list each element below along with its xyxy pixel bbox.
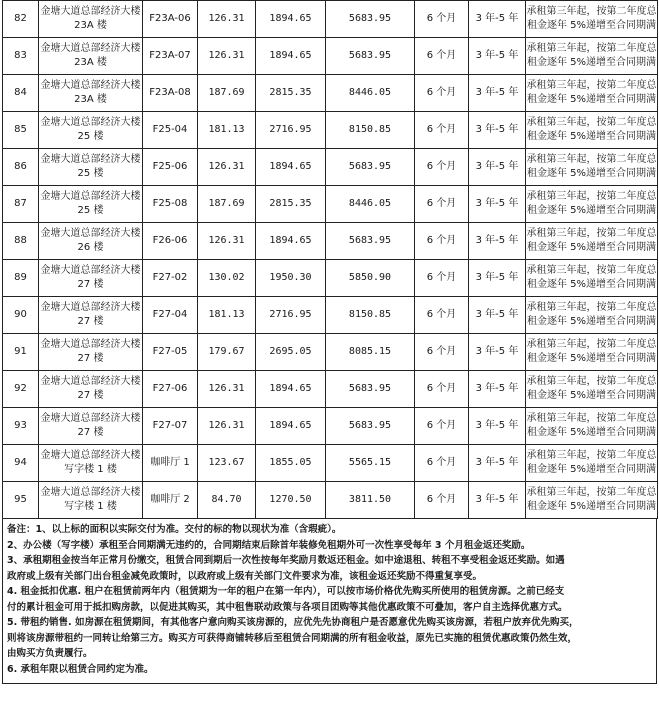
remark-cell — [526, 297, 658, 334]
property-name-cell — [39, 408, 143, 445]
remark-cell-line: 承租第三年起，按第二年度总 — [526, 487, 657, 498]
remark-cell-line: 承租第三年起，按第二年度总 — [526, 228, 657, 239]
area-cell: 181.13 — [198, 112, 256, 149]
area-cell: 126.31 — [198, 1, 256, 38]
period-cell: 6 个月 — [415, 112, 469, 149]
property-name-cell-line: 金塘大道总部经济 — [40, 302, 121, 313]
table-row — [3, 260, 658, 297]
property-name-cell-line: 金塘大道总部经济 — [40, 80, 121, 91]
monthly-rent-cell: 2815.35 — [256, 186, 326, 223]
deposit-cell: 8446.05 — [326, 75, 415, 112]
area-cell: 187.69 — [198, 75, 256, 112]
lease-term-cell: 3 年-5 年 — [469, 408, 526, 445]
remark-cell-line: 承租第三年起，按第二年度总 — [526, 80, 657, 91]
deposit-cell: 8150.85 — [326, 112, 415, 149]
remark-cell-line: 租金逐年 5%递增至合同期满 — [526, 353, 657, 364]
lease-table — [2, 0, 658, 519]
monthly-rent-cell: 1894.65 — [256, 371, 326, 408]
property-name-cell-line: 大楼 26 楼 — [77, 228, 141, 253]
area-cell: 126.31 — [198, 223, 256, 260]
unit-code-cell: F25-06 — [143, 149, 198, 186]
property-name-cell-line: 金塘大道总部经济 — [40, 339, 121, 350]
property-name-cell-line: 金塘大道总部经济 — [40, 43, 121, 54]
table-row — [3, 38, 658, 75]
property-name-cell — [39, 186, 143, 223]
property-name-cell-line: 金塘大道总部经济 — [40, 6, 121, 17]
property-name-cell — [39, 223, 143, 260]
property-name-cell — [39, 371, 143, 408]
note-line: 政府或上级有关部门出台租金减免政策时，以政府或上级有关部门文件要求为准，该租金返还奖励不得重复享受。 — [7, 570, 483, 582]
lease-term-cell: 3 年-5 年 — [469, 223, 526, 260]
table-row — [3, 1, 658, 38]
period-cell: 6 个月 — [415, 186, 469, 223]
property-name-cell-line: 大楼 27 楼 — [77, 376, 141, 401]
row-number-cell: 84 — [3, 75, 39, 112]
period-cell: 6 个月 — [415, 223, 469, 260]
period-cell: 6 个月 — [415, 334, 469, 371]
table-row — [3, 112, 658, 149]
row-number-cell: 82 — [3, 1, 39, 38]
property-name-cell-line: 大楼 23A 楼 — [74, 6, 141, 31]
remark-cell — [526, 75, 658, 112]
remark-cell — [526, 260, 658, 297]
property-name-cell-line: 大楼写字楼 1 楼 — [64, 487, 141, 512]
monthly-rent-cell: 2815.35 — [256, 75, 326, 112]
row-number-cell: 92 — [3, 371, 39, 408]
remark-cell-line: 租金逐年 5%递增至合同期满 — [526, 242, 657, 253]
lease-term-cell: 3 年-5 年 — [469, 297, 526, 334]
lease-term-cell: 3 年-5 年 — [469, 112, 526, 149]
unit-code-cell: F27-02 — [143, 260, 198, 297]
lease-term-cell: 3 年-5 年 — [469, 149, 526, 186]
monthly-rent-cell: 1894.65 — [256, 1, 326, 38]
remark-cell-line: 租金逐年 5%递增至合同期满 — [526, 205, 657, 216]
property-name-cell — [39, 482, 143, 519]
table-row — [3, 75, 658, 112]
note-line: 备注：1、以上标的面积以实际交付为准。交付的标的物以现状为准（含瑕疵）。 — [7, 524, 342, 535]
note-line: 付的累计租金可用于抵扣购房款，以促进其购买，其中租售联动政策与各项目团购等其他优惠政策不可叠加，客户自主选择优惠方式。 — [7, 601, 568, 613]
unit-code-cell: F27-05 — [143, 334, 198, 371]
remark-cell — [526, 445, 658, 482]
remark-cell-line: 承租第三年起，按第二年度总 — [526, 450, 657, 461]
monthly-rent-cell: 1855.05 — [256, 445, 326, 482]
remark-cell-line: 租金逐年 5%递增至合同期满 — [526, 94, 657, 105]
lease-term-cell: 3 年-5 年 — [469, 482, 526, 519]
remark-cell — [526, 223, 658, 260]
monthly-rent-cell: 2716.95 — [256, 112, 326, 149]
unit-code-cell: F23A-06 — [143, 1, 198, 38]
area-cell: 126.31 — [198, 408, 256, 445]
row-number-cell: 90 — [3, 297, 39, 334]
row-number-cell: 85 — [3, 112, 39, 149]
period-cell: 6 个月 — [415, 408, 469, 445]
deposit-cell: 8446.05 — [326, 186, 415, 223]
remark-cell-line: 租金逐年 5%递增至合同期满 — [526, 427, 657, 438]
remark-cell-line: 承租第三年起，按第二年度总 — [526, 376, 657, 387]
property-name-cell-line: 金塘大道总部经济 — [40, 154, 121, 165]
property-name-cell-line: 大楼 25 楼 — [77, 154, 141, 179]
property-name-cell-line: 大楼 27 楼 — [77, 302, 141, 327]
lease-term-cell: 3 年-5 年 — [469, 75, 526, 112]
notes-section — [2, 519, 657, 684]
area-cell: 181.13 — [198, 297, 256, 334]
remark-cell-line: 承租第三年起，按第二年度总 — [526, 302, 657, 313]
unit-code-cell: F26-06 — [143, 223, 198, 260]
remark-cell-line: 承租第三年起，按第二年度总 — [526, 154, 657, 165]
monthly-rent-cell: 2695.05 — [256, 334, 326, 371]
deposit-cell: 5850.90 — [326, 260, 415, 297]
remark-cell — [526, 408, 658, 445]
remark-cell-line: 租金逐年 5%递增至合同期满 — [526, 316, 657, 327]
period-cell: 6 个月 — [415, 297, 469, 334]
remark-cell-line: 租金逐年 5%递增至合同期满 — [526, 279, 657, 290]
remark-cell — [526, 482, 658, 519]
remark-cell-line: 承租第三年起，按第二年度总 — [526, 43, 657, 54]
monthly-rent-cell: 2716.95 — [256, 297, 326, 334]
remark-cell-line: 租金逐年 5%递增至合同期满 — [526, 20, 657, 31]
table-row — [3, 482, 658, 519]
row-number-cell: 83 — [3, 38, 39, 75]
period-cell: 6 个月 — [415, 38, 469, 75]
remark-cell-line: 租金逐年 5%递增至合同期满 — [526, 131, 657, 142]
period-cell: 6 个月 — [415, 371, 469, 408]
area-cell: 126.31 — [198, 38, 256, 75]
remark-cell — [526, 149, 658, 186]
property-name-cell — [39, 112, 143, 149]
property-name-cell-line: 大楼写字楼 1 楼 — [64, 450, 141, 475]
property-name-cell — [39, 75, 143, 112]
deposit-cell: 5565.15 — [326, 445, 415, 482]
unit-code-cell: F25-04 — [143, 112, 198, 149]
row-number-cell: 88 — [3, 223, 39, 260]
property-name-cell-line: 金塘大道总部经济 — [40, 191, 121, 202]
table-row — [3, 223, 658, 260]
row-number-cell: 93 — [3, 408, 39, 445]
lease-term-cell: 3 年-5 年 — [469, 371, 526, 408]
table-row — [3, 334, 658, 371]
remark-cell-line: 租金逐年 5%递增至合同期满 — [526, 168, 657, 179]
property-name-cell-line: 大楼 23A 楼 — [74, 43, 141, 68]
remark-cell — [526, 334, 658, 371]
unit-code-cell: F25-08 — [143, 186, 198, 223]
monthly-rent-cell: 1894.65 — [256, 149, 326, 186]
deposit-cell: 5683.95 — [326, 1, 415, 38]
area-cell: 84.70 — [198, 482, 256, 519]
deposit-cell: 8150.85 — [326, 297, 415, 334]
area-cell: 187.69 — [198, 186, 256, 223]
period-cell: 6 个月 — [415, 260, 469, 297]
property-name-cell-line: 大楼 23A 楼 — [74, 80, 141, 105]
property-name-cell-line: 金塘大道总部经济 — [40, 117, 121, 128]
table-row — [3, 186, 658, 223]
property-name-cell — [39, 334, 143, 371]
lease-term-cell: 3 年-5 年 — [469, 445, 526, 482]
period-cell: 6 个月 — [415, 1, 469, 38]
row-number-cell: 91 — [3, 334, 39, 371]
row-number-cell: 86 — [3, 149, 39, 186]
lease-term-cell: 3 年-5 年 — [469, 38, 526, 75]
deposit-cell: 8085.15 — [326, 334, 415, 371]
remark-cell — [526, 112, 658, 149]
unit-code-cell: F27-07 — [143, 408, 198, 445]
remark-cell-line: 租金逐年 5%递增至合同期满 — [526, 390, 657, 401]
unit-code-cell: F23A-07 — [143, 38, 198, 75]
note-line: 3、承租期租金按当年正常月份缴交，租赁合同到期后一次性按每年奖励月数返还租金。如中途退租、转租不享受租金返还奖励。如遇 — [7, 555, 565, 566]
period-cell: 6 个月 — [415, 445, 469, 482]
table-row — [3, 445, 658, 482]
unit-code-cell: F27-04 — [143, 297, 198, 334]
period-cell: 6 个月 — [415, 75, 469, 112]
note-line: 则将该房源带租约一同转让给第三方。购买方可获得商铺转移后至租赁合同期满的所有租金收益，原先已实施的租赁优惠政策仍然生效， — [7, 632, 578, 644]
remark-cell-line: 承租第三年起，按第二年度总 — [526, 339, 657, 350]
deposit-cell: 5683.95 — [326, 38, 415, 75]
period-cell: 6 个月 — [415, 149, 469, 186]
row-number-cell: 89 — [3, 260, 39, 297]
row-number-cell: 95 — [3, 482, 39, 519]
lease-term-cell: 3 年-5 年 — [469, 1, 526, 38]
remark-cell-line: 承租第三年起，按第二年度总 — [526, 6, 657, 17]
property-name-cell-line: 金塘大道总部经济 — [40, 450, 121, 461]
row-number-cell: 87 — [3, 186, 39, 223]
lease-term-cell: 3 年-5 年 — [469, 186, 526, 223]
remark-cell-line: 承租第三年起，按第二年度总 — [526, 413, 657, 424]
lease-term-cell: 3 年-5 年 — [469, 334, 526, 371]
table-row — [3, 149, 658, 186]
deposit-cell: 5683.95 — [326, 408, 415, 445]
remark-cell-line: 租金逐年 5%递增至合同期满 — [526, 501, 657, 512]
unit-code-cell: 咖啡厅 2 — [143, 482, 198, 519]
property-name-cell-line: 金塘大道总部经济 — [40, 413, 121, 424]
area-cell: 179.67 — [198, 334, 256, 371]
property-name-cell-line: 金塘大道总部经济 — [40, 376, 121, 387]
remark-cell — [526, 186, 658, 223]
remark-cell-line: 承租第三年起，按第二年度总 — [526, 265, 657, 276]
remark-cell — [526, 371, 658, 408]
remark-cell-line: 承租第三年起，按第二年度总 — [526, 191, 657, 202]
remark-cell — [526, 38, 658, 75]
row-number-cell: 94 — [3, 445, 39, 482]
property-name-cell — [39, 1, 143, 38]
monthly-rent-cell: 1950.30 — [256, 260, 326, 297]
property-name-cell — [39, 445, 143, 482]
note-line: 由购买方负责履行。 — [7, 648, 93, 659]
property-name-cell-line: 大楼 27 楼 — [77, 413, 141, 438]
table-row — [3, 297, 658, 334]
lease-document — [2, 0, 657, 684]
remark-cell-line: 承租第三年起，按第二年度总 — [526, 117, 657, 128]
property-name-cell-line: 金塘大道总部经济 — [40, 487, 121, 498]
property-name-cell-line: 金塘大道总部经济 — [40, 228, 121, 239]
unit-code-cell: 咖啡厅 1 — [143, 445, 198, 482]
table-row — [3, 371, 658, 408]
monthly-rent-cell: 1894.65 — [256, 223, 326, 260]
unit-code-cell: F23A-08 — [143, 75, 198, 112]
property-name-cell-line: 大楼 27 楼 — [77, 265, 141, 290]
note-line: 6. 承租年限以租赁合同约定为准。 — [7, 663, 154, 675]
area-cell: 130.02 — [198, 260, 256, 297]
area-cell: 126.31 — [198, 149, 256, 186]
period-cell: 6 个月 — [415, 482, 469, 519]
deposit-cell: 5683.95 — [326, 149, 415, 186]
lease-term-cell: 3 年-5 年 — [469, 260, 526, 297]
note-line: 5. 带租约销售. 如房源在租赁期间，有其他客户意向购买该房源的，应优先先协商租户是否愿意优先购买该房源，若租户放弃优先购买， — [7, 617, 579, 628]
property-name-cell-line: 大楼 25 楼 — [77, 117, 141, 142]
table-row — [3, 408, 658, 445]
remark-cell-line: 租金逐年 5%递增至合同期满 — [526, 464, 657, 475]
property-name-cell — [39, 297, 143, 334]
deposit-cell: 3811.50 — [326, 482, 415, 519]
property-name-cell — [39, 149, 143, 186]
property-name-cell-line: 金塘大道总部经济 — [40, 265, 121, 276]
monthly-rent-cell: 1270.50 — [256, 482, 326, 519]
property-name-cell — [39, 260, 143, 297]
monthly-rent-cell: 1894.65 — [256, 38, 326, 75]
monthly-rent-cell: 1894.65 — [256, 408, 326, 445]
area-cell: 126.31 — [198, 371, 256, 408]
area-cell: 123.67 — [198, 445, 256, 482]
remark-cell — [526, 1, 658, 38]
deposit-cell: 5683.95 — [326, 371, 415, 408]
property-name-cell-line: 大楼 25 楼 — [77, 191, 141, 216]
property-name-cell — [39, 38, 143, 75]
note-line: 4. 租金抵扣优惠. 租户在租赁前两年内（租赁期为一年的租户在第一年内），可以按市场价格优先购买所使用的租赁房源。之前已经支 — [7, 586, 565, 597]
note-line: 2、办公楼（写字楼）承租至合同期满无违约的，合同期结束后除首年装修免租期外可一次性享受每年 3 个月租金返还奖励。 — [7, 539, 531, 551]
remark-cell-line: 租金逐年 5%递增至合同期满 — [526, 57, 657, 68]
unit-code-cell: F27-06 — [143, 371, 198, 408]
property-name-cell-line: 大楼 27 楼 — [77, 339, 141, 364]
deposit-cell: 5683.95 — [326, 223, 415, 260]
